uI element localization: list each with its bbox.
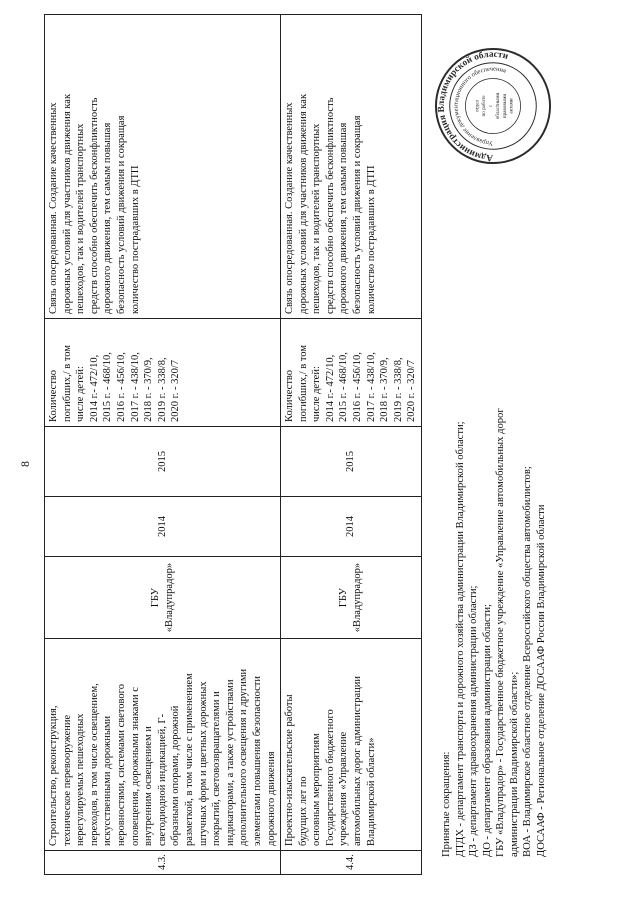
measure-cell [281,639,422,851]
measure-line: нерегулируемых пешеходных [75,713,87,846]
measure-line: учреждения «Управление [338,731,350,846]
seal-center-line: областными [494,92,501,120]
executor-line: ГБУ [338,587,350,608]
abbreviation-item: администрации Владимирской области»; [508,671,520,857]
abbreviation-item: ДОСААФ - Региональное отделение ДОСААФ России Владимирской области [535,504,547,857]
start-year-cell: 2014 [45,497,281,557]
measure-line: неровностями, системами светового [115,684,127,846]
abbreviation-item: ДЗ - департамент здравоохранения администрации области; [468,585,479,857]
relation-line: средств способно обеспечить бесконфликтность [324,97,336,314]
indicator-line: Количество [284,369,296,422]
measure-line: техническое перевооружение [61,714,73,846]
executor-line: «Владупрадор» [163,562,175,633]
indicator-line: 2015 г. - 468/10, [338,352,350,422]
row-number-cell: 4.3. [45,851,281,875]
indicator-line: 2015 г. - 468/10, [102,352,114,422]
measure-line: индикаторами, а также устройствами [224,679,236,846]
measure-line: светодиодной индикацией, Г- [156,713,168,846]
measure-line: разметкой, в том числе с применением [183,673,195,846]
measure-line: искусственными дорожными [102,715,114,846]
relation-line: дорожных условий для участников движения как [297,93,309,314]
indicator-line: 2019 г. - 338/8, [156,357,168,422]
indicator-line: 2017 г. - 438/10, [129,352,141,422]
relation-line: пешеходов, так и водителей транспортных [75,123,87,314]
seal-inner-text: Управление документационного обеспечения [452,65,507,147]
measure-line: Строительство, реконструкция, [48,705,59,846]
abbreviation-item: ВОА - Владимирское областное отделение Всероссийского общества автомобилистов; [522,466,533,857]
indicator-line: погибших,/ в том [297,345,309,422]
executor-line: ГБУ [149,587,161,608]
indicator-line: погибших,/ в том [61,345,73,422]
relation-line: дорожного движения, тем самым повышая [102,122,114,314]
seal-outer-text: Администрация Владимирской области [436,49,510,163]
measure-line: образными опорами, дорожной [170,705,182,846]
indicator-cell [45,319,281,427]
seal-center-line: по работе [481,95,488,117]
abbreviation-item: ДТДХ - департамент транспорта и дорожного хозяйства администрации Владимирской области; [454,421,466,857]
relation-line: Связь опосредованная. Создание качественных [284,102,296,314]
measure-line: основным мероприятиям [311,733,323,846]
executor-line: «Владупрадор» [352,562,364,633]
relation-line: дорожных условий для участников движения как [61,93,73,314]
abbreviation-item: ГБУ «Владупрадор» - Государственное бюджетное учреждение «Управление автомобильных дорог [495,408,506,857]
measure-line: дорожного движения [265,751,277,846]
measure-line: элементами повышения безопасности [251,676,263,846]
indicator-cell [281,319,422,427]
measures-table [44,14,422,875]
measure-line: покрытий, световозвращателями и [211,691,223,846]
end-year-cell: 2015 [45,427,281,497]
indicator-line: 2017 г. - 438/10, [365,352,377,422]
indicator-line: 2019 г. - 338/8, [392,357,404,422]
end-year-cell: 2015 [281,427,422,497]
relation-line: безопасность условий движения и сокращая [352,115,364,314]
indicator-line: 2018 г. - 370/9, [379,357,391,422]
indicator-line: 2016 г. - 456/10, [352,352,364,422]
relation-cell [281,15,422,319]
measure-cell [45,639,281,851]
relation-cell [45,15,281,319]
executor-cell [281,557,422,639]
abbreviations-title: Принятые сокращения: [441,751,452,857]
measure-line: Проектно-изыскательские работы [284,694,296,846]
relation-line: пешеходов, так и водителей транспортных [311,123,323,314]
indicator-line: 2020 г. - 320/7 [406,359,418,422]
official-seal-stamp [434,47,552,165]
seal-center-line: правовыми [501,93,508,119]
indicator-line: 2020 г. - 320/7 [170,359,182,422]
measure-line: дополнительного освещения и другими [238,668,250,846]
measure-line: внутренним освещением и [143,726,155,846]
indicator-line: числе детей: [75,366,87,422]
measure-line: переходов, в том числе освещением, [88,683,100,846]
relation-line: безопасность условий движения и сокращая [115,115,127,314]
measure-line: будущих лет по [297,776,309,846]
relation-line: количество пострадавших в ДТП [365,165,377,314]
relation-line: количество пострадавших в ДТП [129,165,141,314]
seal-center-line: актами [508,98,515,114]
row-number-cell: 4.4. [281,851,422,875]
measure-line: штучных форм и цветных дорожных [197,681,209,846]
indicator-line: 2014 г.- 472/10, [88,354,100,422]
abbreviation-item: ДО - департамент образования администрации области; [481,604,493,857]
table-row [45,15,281,875]
seal-center-line: отдел [474,99,481,113]
relation-line: Связь опосредованная. Создание качественных [48,102,59,314]
indicator-line: 2016 г. - 456/10, [115,352,127,422]
relation-line: средств способно обеспечить бесконфликтность [88,97,100,314]
measure-line: оповещения, дорожными знаками с [129,687,141,846]
measure-line: автомобильных дорог администрации [352,676,364,846]
executor-cell [45,557,281,639]
indicator-line: 2018 г. - 370/9, [143,357,155,422]
indicator-line: 2014 г.- 472/10, [324,354,336,422]
start-year-cell: 2014 [281,497,422,557]
measure-line: Государственного бюджетного [324,709,336,846]
indicator-line: Количество [48,369,59,422]
seal-center-line: с [488,104,495,108]
page-number: 8 [18,461,32,467]
table-row [281,15,422,875]
indicator-line: числе детей: [311,366,323,422]
relation-line: дорожного движения, тем самым повышая [338,122,350,314]
abbreviations-block [440,257,548,857]
measure-line: Владимирской области» [365,737,377,846]
